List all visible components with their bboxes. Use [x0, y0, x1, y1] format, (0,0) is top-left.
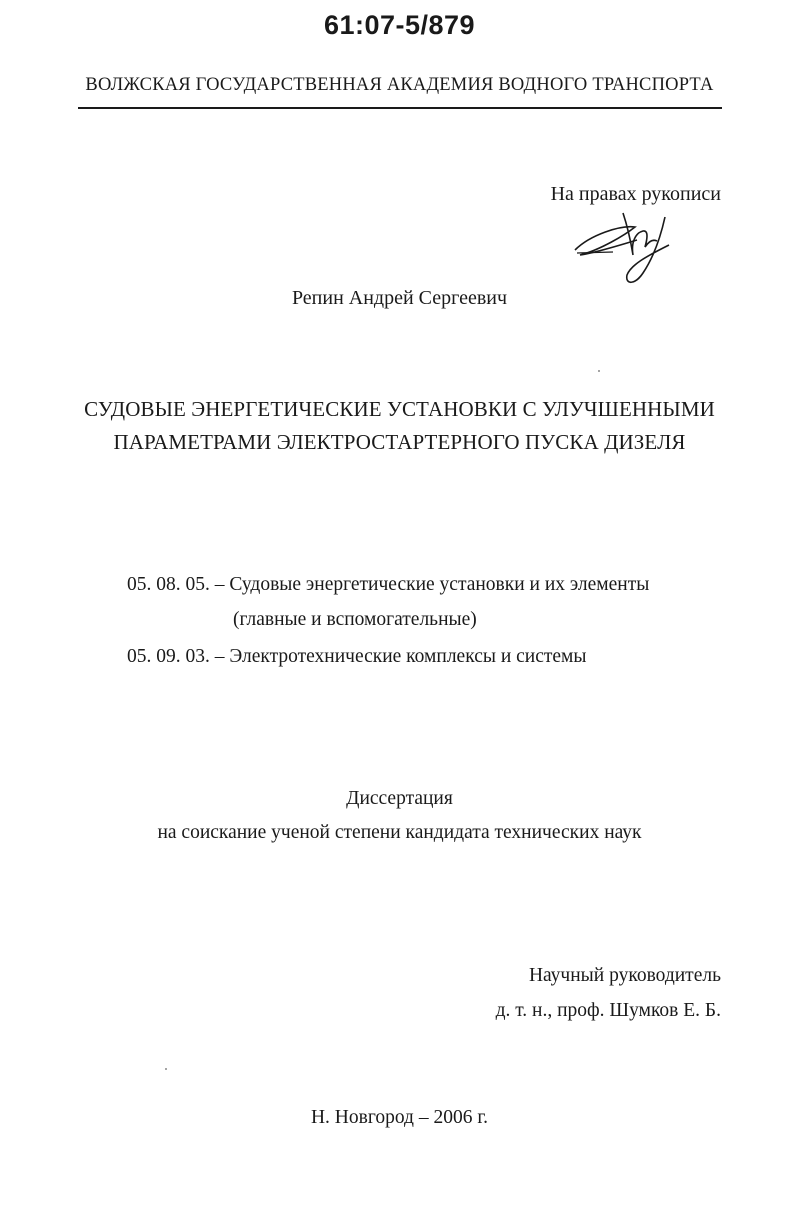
dissertation-title-line-2: ПАРАМЕТРАМИ ЭЛЕКТРОСТАРТЕРНОГО ПУСКА ДИЗЕЛЯ [113, 430, 686, 454]
dissertation-label: Диссертация [346, 788, 453, 809]
institution-name: ВОЛЖСКАЯ ГОСУДАРСТВЕННАЯ АКАДЕМИЯ ВОДНОГО ТРАНСПОРТА [85, 75, 714, 95]
handwritten-signature [565, 195, 685, 290]
header-divider [78, 107, 722, 109]
specialty-2-text: – Электротехнические комплексы и системы [214, 646, 587, 667]
specialty-1 [127, 574, 649, 596]
place-year: Н. Новгород – 2006 г. [310, 1107, 489, 1128]
supervisor-name: д. т. н., проф. Шумков Е. Б. [495, 1000, 721, 1021]
supervisor-label: Научный руководитель [528, 965, 721, 986]
specialty-1-continuation: (главные и вспомогательные) [233, 609, 477, 630]
rights-note: На правах рукописи [550, 183, 721, 205]
specialty-2-code: 05. 09. 03. [127, 646, 210, 667]
specialty-1-code: 05. 08. 05. [127, 574, 210, 595]
specialty-1-text: – Судовые энергетические установки и их элементы [214, 574, 650, 595]
scan-speck [598, 370, 600, 372]
specialty-2 [127, 646, 587, 668]
degree-line: на соискание ученой степени кандидата технических наук [157, 822, 642, 843]
author-name: Репин Андрей Сергеевич [291, 287, 508, 309]
dissertation-title-line-1: СУДОВЫЕ ЭНЕРГЕТИЧЕСКИЕ УСТАНОВКИ С УЛУЧШЕННЫМИ [84, 397, 715, 421]
scan-speck [165, 1068, 167, 1070]
archive-stamp-code: 61:07-5/879 [323, 10, 476, 40]
